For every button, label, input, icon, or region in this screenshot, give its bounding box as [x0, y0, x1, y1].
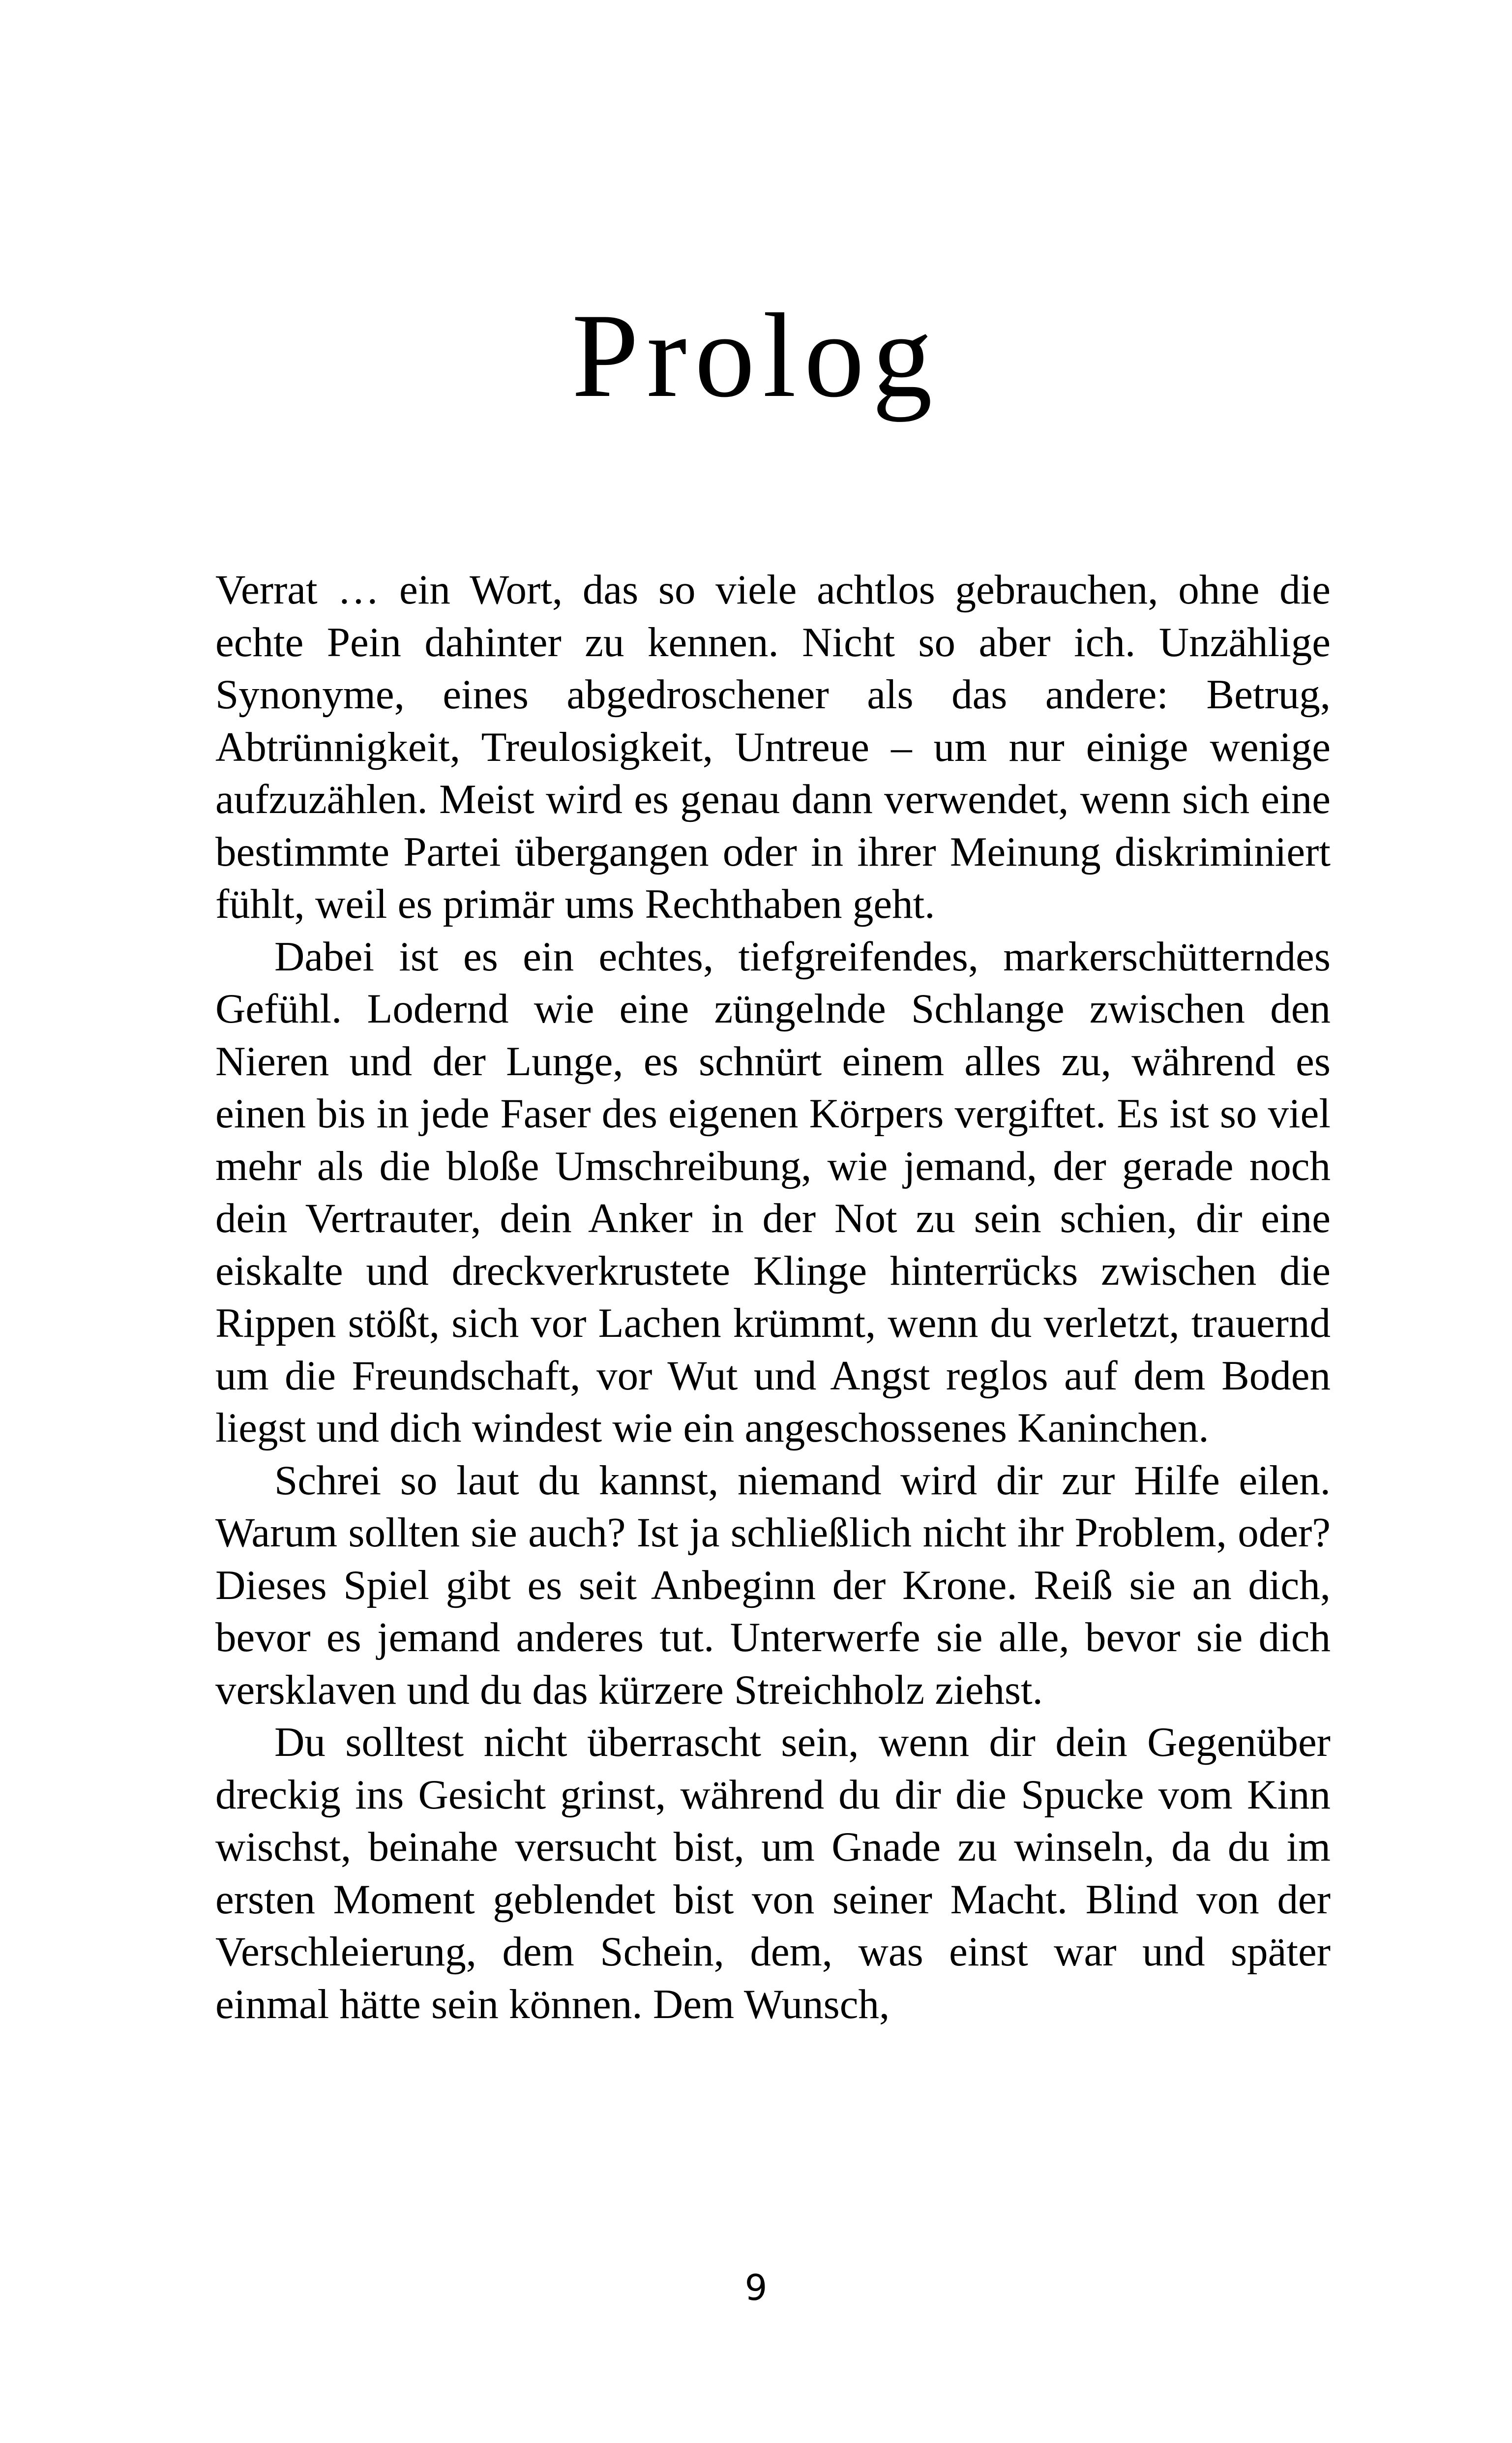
chapter-title: Prolog [571, 289, 941, 422]
page-number: 9 [744, 2267, 768, 2308]
paragraph: Du solltest nicht überrascht sein, wenn dir dein Gegenüber dreckig ins Gesicht grinst, während du dir die Spucke vom Kinn wischst, beinahe versucht bist, um Gnade zu winseln, da du im ersten Moment geblendet bist von seiner Macht. Blind von der Verschleierung, dem Schein, dem, was einst war und später einmal hätte sein können. Dem Wunsch, [215, 1719, 1331, 2027]
body-text [215, 564, 1331, 2030]
paragraph: Dabei ist es ein echtes, tiefgreifendes, markerschütterndes Gefühl. Lodernd wie eine züngelnde Schlange zwischen den Nieren und der Lunge, es schnürt einem alles zu, während es einen bis in jede Faser des eigenen Körpers vergiftet. Es ist so viel mehr als die bloße Umschreibung, wie jemand, der gerade noch dein Vertrauter, dein Anker in der Not zu sein schien, dir eine eiskalte und dreckverkrustete Klinge hinterrücks zwischen die Rippen stößt, sich vor Lachen krümmt, wenn du verletzt, trauernd um die Freundschaft, vor Wut und Angst reglos auf dem Boden liegst und dich windest wie ein angeschossenes Kaninchen. [215, 933, 1331, 1451]
paragraph: Schrei so laut du kannst, niemand wird dir zur Hilfe eilen. Warum sollten sie auch? Ist ja schließlich nicht ihr Problem, oder? Dieses Spiel gibt es seit Anbeginn der Krone. Reiß sie an dich, bevor es jemand anderes tut. Unterwerfe sie alle, bevor sie dich versklaven und du das kürzere Streichholz ziehst. [215, 1457, 1331, 1713]
paragraph: Verrat … ein Wort, das so viele achtlos gebrauchen, ohne die echte Pein dahinter zu kennen. Nicht so aber ich. Unzählige Synonyme, eines abgedroschener als das andere: Betrug, Abtrünnigkeit, Treulosigkeit, Untreue – um nur einige wenige aufzuzählen. Meist wird es genau dann verwendet, wenn sich eine bestimmte Partei übergangen oder in ihrer Meinung diskriminiert fühlt, weil es primär ums Rechthaben geht. [215, 567, 1331, 927]
